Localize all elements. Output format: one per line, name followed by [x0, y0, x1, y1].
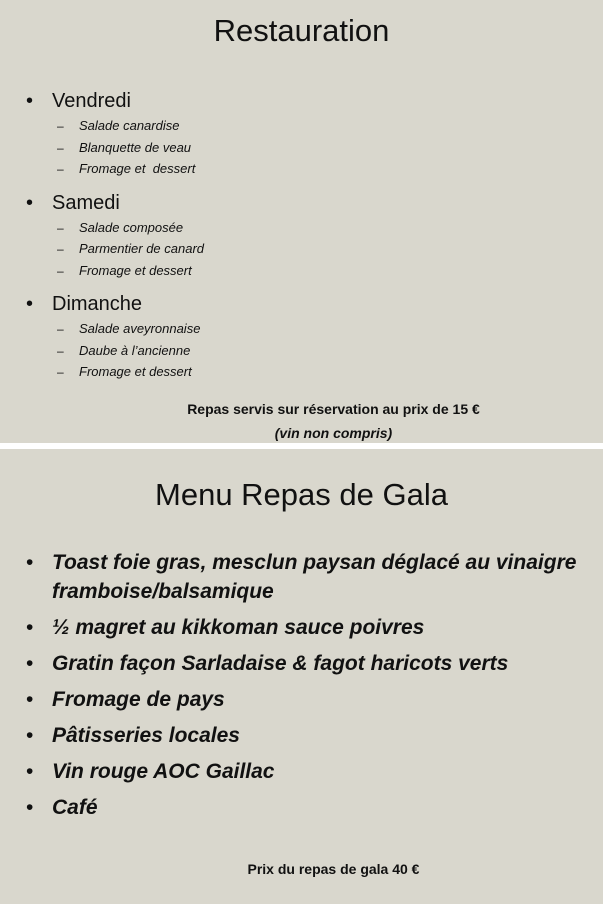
dash-icon: –	[57, 119, 64, 133]
dash-icon: –	[57, 140, 64, 155]
day-label: Vendredi	[52, 90, 131, 112]
dash-icon: –	[57, 263, 64, 278]
menu-item-label: Toast foie gras, mesclun paysan déglacé au vinaigre framboise/balsamique	[52, 551, 577, 603]
menu-item	[26, 721, 586, 750]
menu-item	[26, 649, 586, 678]
dash-icon: –	[57, 220, 64, 235]
bullet-icon: •	[26, 293, 34, 315]
menu-item	[26, 613, 586, 642]
bullet-icon: •	[26, 551, 34, 574]
bullet-icon: •	[26, 191, 34, 214]
slide-gala-menu	[0, 449, 603, 904]
day-label: Samedi	[52, 191, 120, 214]
menu-item-label: Fromage de pays	[52, 688, 225, 711]
day-label: Dimanche	[52, 293, 143, 315]
bullet-icon: •	[26, 688, 34, 711]
gala-price-note: Prix du repas de gala 40 €	[247, 861, 420, 877]
bullet-icon: •	[26, 90, 34, 112]
menu-item-label: Café	[52, 796, 98, 819]
dash-icon: –	[57, 242, 64, 256]
dash-icon: –	[57, 343, 64, 358]
reservation-note: Repas servis sur réservation au prix de 15 €	[187, 401, 480, 417]
menu-item	[26, 685, 586, 714]
menu-item	[26, 757, 586, 786]
bullet-icon: •	[26, 760, 34, 783]
slide-restauration: Restauration • Vendredi – Salade canardise – Blanquette de veau – Fromage et dessert • Samedi – Salade composée – Parmentier de canard – Fromage et dessert • Dimanche – Salade aveyronnaise – Daube à l’ancienne – Fromage et dessert Repas servis sur réservation au prix de 15 € (vin non compris)	[0, 0, 603, 443]
bullet-icon: •	[26, 616, 34, 639]
menu-item-label: Gratin façon Sarladaise & fagot haricots verts	[52, 652, 509, 675]
wine-note: (vin non compris)	[274, 425, 393, 441]
dash-icon: –	[57, 365, 64, 379]
bullet-icon: •	[26, 796, 34, 819]
menu-item-label: Pâtisseries locales	[52, 724, 240, 747]
bullet-icon: •	[26, 652, 34, 675]
menu-item-label: ½ magret au kikkoman sauce poivres	[52, 616, 425, 639]
gala-menu-list	[26, 548, 586, 829]
menu-item	[26, 548, 586, 606]
dash-icon: –	[57, 322, 64, 336]
dash-icon: –	[57, 162, 64, 176]
slide-title: Restauration	[213, 13, 390, 48]
slide-title: Menu Repas de Gala	[155, 477, 448, 512]
menu-item	[26, 793, 586, 822]
bullet-icon: •	[26, 724, 34, 747]
menu-item-label: Vin rouge AOC Gaillac	[52, 760, 275, 783]
